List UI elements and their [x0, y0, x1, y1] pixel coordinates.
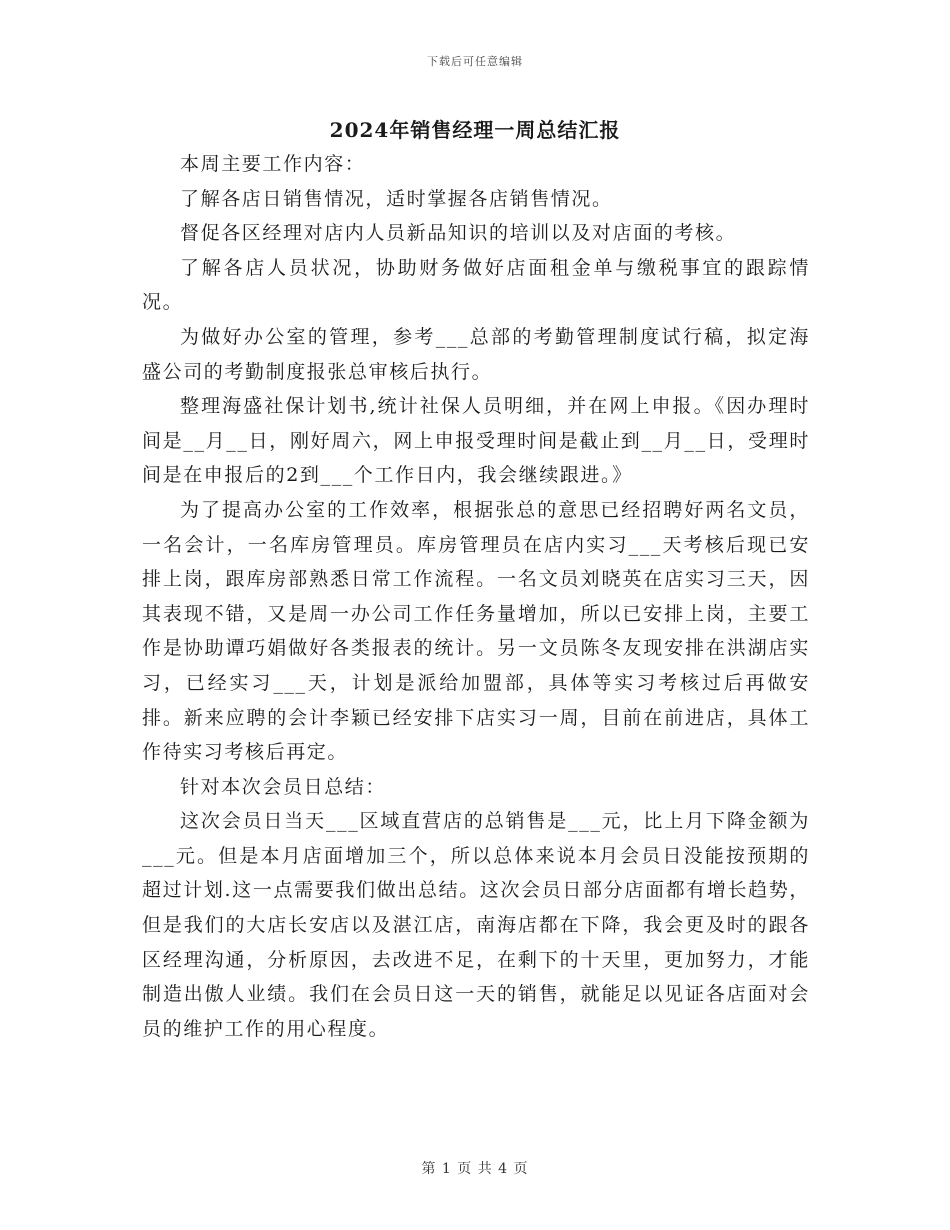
- document-title: 2024年销售经理一周总结汇报: [329, 118, 621, 142]
- paragraph: 为了提高办公室的工作效率，根据张总的意思已经招聘好两名文员，一名会计，一名库房管理员。库房管理员在店内实习___天考核后现已安排上岗，跟库房部熟悉日常工作流程。一名文员刘晓英在店实习三天，因其表现不错，又是周一办公司工作任务量增加，所以已安排上岗，主要工作是协助谭巧娟做好各类报表的统计。另一文员陈冬友现安排在洪湖店实习，已经实习___天，计划是派给加盟部，具体等实习考核过后再做安排。新来应聘的会计李颖已经安排下店实习一周，目前在前进店，具体工作待实习考核后再定。: [142, 498, 810, 764]
- paragraph: 整理海盛社保计划书,统计社保人员明细，并在网上申报。《因办理时间是__月__日，刚好周六，网上申报受理时间是截止到__月__日，受理时间是在申报后的2到___个工作日内，我会继续跟进。》: [142, 395, 810, 487]
- paragraph: 督促各区经理对店内人员新品知识的培训以及对店面的考核。: [180, 222, 737, 245]
- page-number-footer: 第 1 页 共 4 页: [421, 1161, 529, 1177]
- paragraph: 这次会员日当天___区域直营店的总销售是___元，比上月下降金额为___元。但是本月店面增加三个，所以总体来说本月会员日没能按预期的超过计划.这一点需要我们做出总结。这次会员日部分店面都有增长趋势，但是我们的大店长安店以及湛江店，南海店都在下降，我会更及时的跟各区经理沟通，分析原因，去改进不足，在剩下的十天里，更加努力，才能制造出傲人业绩。我们在会员日这一天的销售，就能足以见证各店面对会员的维护工作的用心程度。: [142, 810, 810, 1040]
- paragraph-section-heading: 本周主要工作内容：: [180, 153, 366, 175]
- document-body: [142, 147, 810, 1046]
- paragraph: 了解各店人员状况，协助财务做好店面租金单与缴税事宜的跟踪情况。: [142, 256, 810, 314]
- paragraph-section-heading: 针对本次会员日总结：: [180, 775, 387, 798]
- page-header-note: 下载后可任意编辑: [427, 55, 523, 68]
- paragraph: 了解各店日销售情况，适时掌握各店销售情况。: [180, 187, 613, 210]
- paragraph: 为做好办公室的管理，参考___总部的考勤管理制度试行稿，拟定海盛公司的考勤制度报张总审核后执行。: [142, 325, 810, 383]
